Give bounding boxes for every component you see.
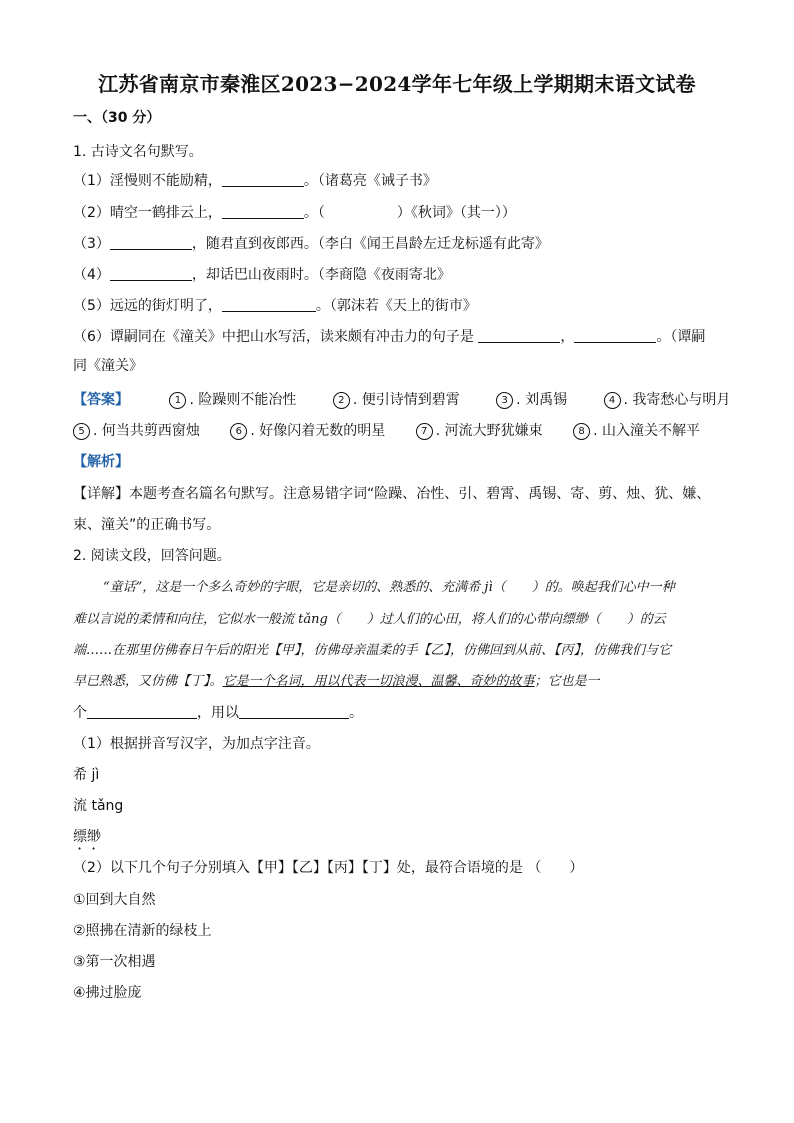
passage-line-5: 个 ，用以 。 — [73, 705, 363, 721]
q1-item-6: （6）谭嗣同在《潼关》中把山水写活，读来颇有冲击力的句子是 ， 。（谭嗣 — [73, 329, 706, 345]
passage-line-4: 早已熟悉，又仿佛【丁】。它是一个名词，用以代表一切浪漫、温馨、奇妙的故事；它也是一 — [73, 674, 600, 689]
analysis-label: 【解析】 — [73, 454, 129, 470]
answer-blank[interactable] — [222, 297, 316, 312]
answer-row-1 — [73, 390, 730, 410]
passage-line-1: “童话”，这是一个多么奇妙的字眼，它是亲切的、熟悉的、充满希 jì（ ）的。唤起我们心中一种 — [103, 580, 675, 595]
pinyin-item-1: 希 jì — [73, 767, 100, 783]
q1-item-3: （3） ，随君直到夜郎西。（李白《闻王昌龄左迁龙标遥有此寄》 — [73, 236, 549, 252]
passage-line-2: 难以言说的柔情和向往，它似水一般流 tǎng（ ）过人们的心田，将人们的心带向缥缈（ ）的云 — [73, 612, 666, 627]
option-item: ③第一次相遇 — [73, 954, 156, 970]
q1-item-5: （5）远远的街灯明了， 。（郭沫若《天上的街市》 — [73, 298, 477, 314]
page-title: 江苏省南京市秦淮区2023−2024学年七年级上学期期末语文试卷 — [98, 72, 696, 96]
option-item: ②照拂在清新的绿枝上 — [73, 923, 212, 939]
q2-stem: 2. 阅读文段，回答问题。 — [73, 548, 231, 564]
answer-item: 3 . 刘禹锡 — [496, 390, 567, 410]
answer-item: 2 . 便引诗情到碧霄 — [333, 390, 460, 410]
q1-item-4: （4） ，却话巴山夜雨时。（李商隐《夜雨寄北》 — [73, 267, 451, 283]
answer-blank[interactable] — [574, 328, 656, 343]
q1-item-1: （1）淫慢则不能励精， 。（诸葛亮《诫子书》 — [73, 173, 437, 189]
detail-line-1: 【详解】本题考查名篇名句默写。注意易错字词“险躁、冶性、引、碧霄、禹锡、寄、剪、烛、犹、嫌、 — [73, 486, 711, 502]
answer-blank[interactable] — [110, 235, 192, 250]
q2-sub2: （2）以下几个句子分别填入【甲】【乙】【丙】【丁】处，最符合语境的是 （ ） — [73, 860, 584, 876]
pinyin-item-2: 流 tǎng — [73, 798, 124, 814]
section-heading: 一、（30 分） — [73, 110, 161, 126]
answer-blank[interactable] — [222, 204, 304, 219]
pinyin-item-3: 缥缈 — [73, 829, 101, 845]
answer-item: 6 . 好像闪着无数的明星 — [230, 421, 385, 441]
answer-row-2 — [73, 421, 700, 441]
answer-item: 4 . 我寄愁心与明月 — [604, 390, 731, 410]
answer-label: 【答案】 — [73, 392, 129, 408]
underlined-sentence: 它是一个名词，用以代表一切浪漫、温馨、奇妙的故事 — [222, 674, 535, 689]
answer-item: 8 . 山入潼关不解平 — [573, 421, 700, 441]
answer-item: 1 . 险躁则不能冶性 — [169, 390, 296, 410]
q1-item-6-cont: 同《潼关》 — [73, 358, 143, 374]
answer-item: 7 . 河流大野犹嫌束 — [416, 421, 543, 441]
answer-item: 5 . 何当共剪西窗烛 — [73, 421, 200, 441]
option-item: ①回到大自然 — [73, 892, 156, 908]
answer-blank[interactable] — [239, 704, 349, 719]
q1-item-2: （2）晴空一鹤排云上， 。（ ）《秋词》（其一）） — [73, 205, 516, 221]
passage-line-3: 端……在那里仿佛春日午后的阳光【甲】，仿佛母亲温柔的手【乙】，仿佛回到从前、【丙】，仿佛我们与它 — [73, 643, 672, 658]
q2-sub1: （1）根据拼音写汉字，为加点字注音。 — [73, 736, 320, 752]
answer-blank[interactable] — [87, 704, 197, 719]
answer-blank[interactable] — [110, 266, 192, 281]
q1-stem: 1. 古诗文名句默写。 — [73, 144, 203, 160]
option-item: ④拂过脸庞 — [73, 985, 142, 1001]
answer-blank[interactable] — [222, 172, 304, 187]
detail-line-2: 束、潼关”的正确书写。 — [73, 517, 221, 533]
answer-blank[interactable] — [478, 328, 560, 343]
